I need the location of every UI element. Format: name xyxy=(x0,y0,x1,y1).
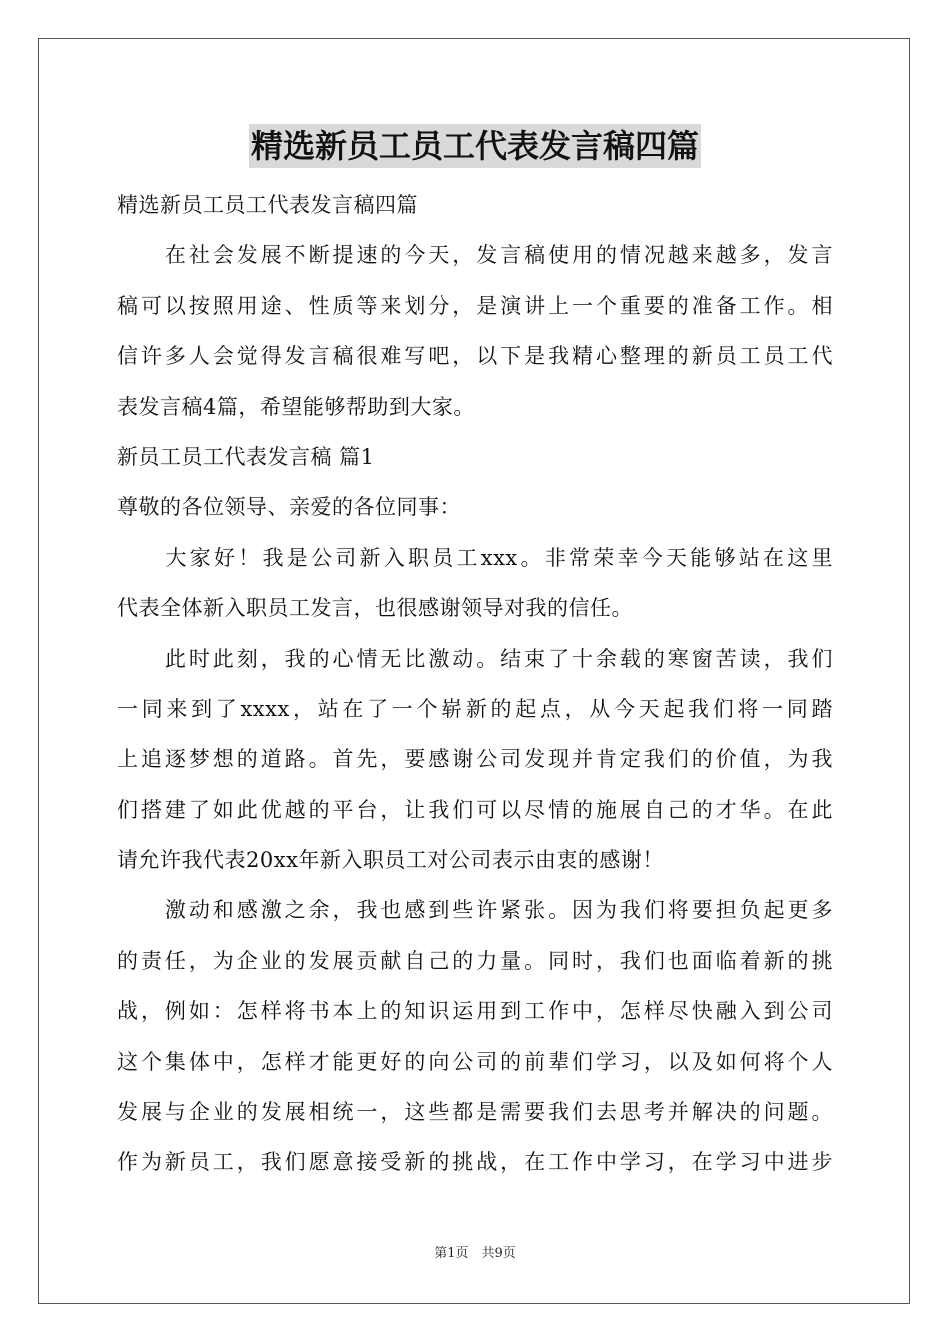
paragraph-line: 表发言稿4篇，希望能够帮助到大家。 xyxy=(117,394,475,419)
paragraph-line: 大家好！我是公司新入职员工xxx。非常荣幸今天能够站在这里 xyxy=(117,545,833,570)
section-heading: 新员工员工代表发言稿 篇1 xyxy=(117,444,375,469)
paragraph-line: 稿可以按照用途、性质等来划分，是演讲上一个重要的准备工作。相 xyxy=(117,293,833,318)
paragraph-line: 在社会发展不断提速的今天，发言稿使用的情况越来越多，发言 xyxy=(117,243,833,268)
paragraph-line: 上追逐梦想的道路。首先，要感谢公司发现并肯定我们的价值，为我 xyxy=(117,747,833,772)
paragraph-line: 作为新员工，我们愿意接受新的挑战，在工作中学习，在学习中进步 xyxy=(117,1150,833,1175)
paragraph-line: 代表全体新入职员工发言，也很感谢领导对我的信任。 xyxy=(117,596,633,621)
salutation-line: 尊敬的各位领导、亲爱的各位同事： xyxy=(117,495,461,520)
paragraph-line: 们搭建了如此优越的平台，让我们可以尽情的施展自己的才华。在此 xyxy=(117,797,833,822)
paragraph-line: 请允许我代表20xx年新入职员工对公司表示由衷的感谢！ xyxy=(117,848,664,873)
paragraph-line: 的责任，为企业的发展贡献自己的力量。同时，我们也面临着新的挑 xyxy=(117,948,833,973)
paragraph-line: 信许多人会觉得发言稿很难写吧，以下是我精心整理的新员工员工代 xyxy=(117,344,833,369)
document-title: 精选新员工员工代表发言稿四篇 xyxy=(249,124,701,168)
page-footer: 第1页 共9页 xyxy=(434,1246,516,1261)
paragraph-line: 这个集体中，怎样才能更好的向公司的前辈们学习，以及如何将个人 xyxy=(117,1049,833,1074)
title-container xyxy=(0,124,950,168)
paragraph-line: 战，例如：怎样将书本上的知识运用到工作中，怎样尽快融入到公司 xyxy=(117,999,833,1024)
paragraph-line: 激动和感激之余，我也感到些许紧张。因为我们将要担负起更多 xyxy=(117,898,833,923)
paragraph-line: 一同来到了xxxx，站在了一个崭新的起点，从今天起我们将一同踏 xyxy=(117,696,833,721)
document-body xyxy=(117,180,833,1188)
paragraph-line: 此时此刻，我的心情无比激动。结束了十余载的寒窗苦读，我们 xyxy=(117,646,833,671)
paragraph-line: 发展与企业的发展相统一，这些都是需要我们去思考并解决的问题。 xyxy=(117,1100,833,1125)
subtitle-line: 精选新员工员工代表发言稿四篇 xyxy=(117,193,418,217)
